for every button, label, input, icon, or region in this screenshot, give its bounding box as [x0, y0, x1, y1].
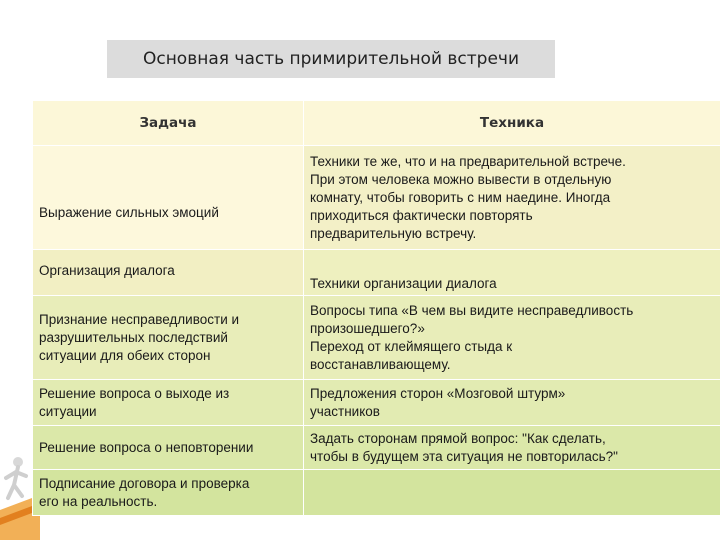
task-cell [33, 296, 304, 380]
technique-cell-empty [304, 470, 720, 516]
task-text: Решение вопроса о неповторении [39, 439, 254, 455]
task-cell [33, 250, 304, 296]
task-cell [33, 426, 304, 470]
header-task: Задача [33, 101, 304, 146]
task-text: Подписание договора и проверка его на реальность. [39, 475, 250, 509]
table-row [33, 426, 720, 470]
table-row [33, 296, 720, 380]
technique-text: Техники организации диалога [310, 276, 497, 291]
technique-text: Задать сторонам прямой вопрос: "Как сделать, чтобы в будущем эта ситуация не повторилась?" [310, 430, 618, 464]
technique-text: Вопросы типа «В чем вы видите несправедливость произошедшего?» Переход от клеймящего стыда к восстанавливающему. [310, 302, 634, 372]
header-technique: Техника [304, 101, 720, 146]
technique-cell [304, 296, 720, 380]
technique-text: Предложения сторон «Мозговой штурм» участников [310, 385, 566, 419]
technique-text: Техники те же, что и на предварительной встрече. При этом человека можно вывести в отдельную комнату, чтобы говорить с ним наедине. Иногда приходиться фактически повторять предварительную встречу. [310, 153, 626, 241]
table-row [33, 146, 720, 250]
task-text: Признание несправедливости и разрушительных последствий ситуации для обеих сторон [39, 311, 240, 363]
table-row [33, 470, 720, 516]
task-cell [33, 380, 304, 426]
task-text: Решение вопроса о выходе из ситуации [39, 385, 230, 419]
table-row [33, 250, 720, 296]
mediation-table [32, 100, 720, 516]
task-text: Организация диалога [39, 263, 175, 278]
technique-cell [304, 250, 720, 296]
table-row [33, 380, 720, 426]
table-header-row [33, 101, 720, 146]
task-cell [33, 146, 304, 250]
technique-cell [304, 426, 720, 470]
technique-cell [304, 380, 720, 426]
slide-title: Основная часть примирительной встречи [107, 40, 555, 78]
task-cell [33, 470, 304, 516]
task-text: Выражение сильных эмоций [39, 204, 219, 220]
technique-cell [304, 146, 720, 250]
